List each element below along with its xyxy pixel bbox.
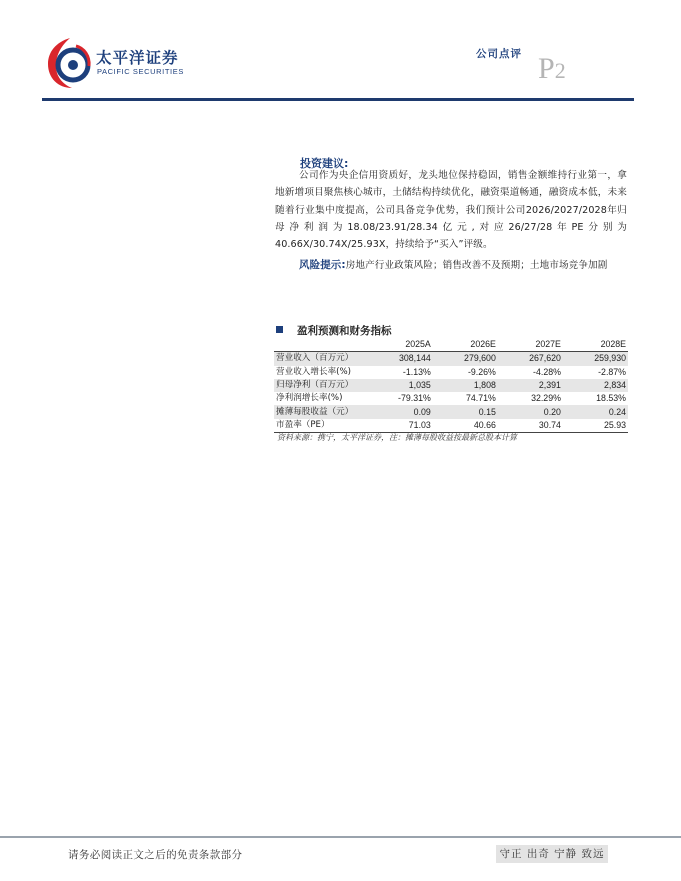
- row-label: 摊薄每股收益（元）: [274, 405, 366, 418]
- table-cell: 71.03: [408, 419, 431, 430]
- row-label: 净利润增长率(%): [276, 393, 343, 404]
- table-cell: 0.09: [366, 405, 433, 418]
- table-cell: 2,391: [498, 379, 563, 392]
- footer-motto: 守正 出奇 宁静 致远: [496, 845, 608, 863]
- table-cell: 32.29%: [531, 393, 561, 404]
- table-cell: 279,600: [433, 352, 498, 366]
- table-cell: -9.26%: [467, 366, 496, 377]
- financial-forecast-table: [274, 338, 628, 433]
- row-label: 营业收入增长率(%): [276, 366, 352, 377]
- table-header-cell: 2026E: [470, 339, 496, 350]
- table-cell: 2,834: [563, 379, 628, 392]
- table-row: [274, 366, 628, 379]
- table-cell: 0.24: [563, 405, 628, 418]
- company-logo: [46, 36, 186, 90]
- table-title: 盈利预测和财务指标: [276, 323, 392, 338]
- table-cell: -1.13%: [402, 366, 431, 377]
- document-type-label: 公司点评: [476, 48, 522, 60]
- table-cell: 259,930: [563, 352, 628, 366]
- table-row: [274, 419, 628, 433]
- row-label: 营业收入（百万元）: [274, 352, 366, 366]
- square-bullet-icon: [276, 326, 283, 333]
- table-cell: 18.53%: [596, 393, 626, 404]
- row-label: 归母净利（百万元）: [274, 379, 366, 392]
- risk-text: 房地产行业政策风险；销售改善不及预期；土地市场竞争加剧: [345, 260, 608, 271]
- table-cell: 0.20: [498, 405, 563, 418]
- table-row: [274, 405, 628, 418]
- table-cell: -2.87%: [598, 366, 626, 377]
- logo-english-name: PACIFIC SECURITIES: [97, 67, 184, 76]
- logo-chinese-name: 太平洋证券: [96, 49, 179, 67]
- table-cell: 0.15: [433, 405, 498, 418]
- table-cell: 30.74: [538, 419, 561, 430]
- table-cell: 40.66: [473, 419, 496, 430]
- table-header-cell: 2027E: [535, 339, 561, 350]
- table-row: [274, 379, 628, 392]
- page-number: P2: [538, 52, 566, 85]
- table-header-cell: [274, 338, 366, 352]
- table-header-cell: 2028E: [600, 339, 626, 350]
- table-cell: 267,620: [498, 352, 563, 366]
- investment-advice-text: 公司作为央企信用资质好，龙头地位保持稳固，销售金额维持行业第一，拿地新增项目聚焦核心城市，土储结构持续优化，融资渠道畅通，融资成本低，未来随着行业集中度提高，公司具备竞争优势，我们预计公司2026/2027/2028年归母净利润为18.08/23.91/28.34亿元,对应26/27/28年PE分别为40.66X/30.74X/25.93X，持续给予“买入”评级。: [275, 170, 627, 251]
- table-row: [274, 392, 628, 405]
- footer-disclaimer: 请务必阅读正文之后的免责条款部分: [68, 849, 243, 861]
- table-cell: 1,035: [366, 379, 433, 392]
- row-label: 市盈率（PE）: [276, 419, 330, 430]
- header-divider: [42, 98, 634, 101]
- table-row: [274, 352, 628, 366]
- table-cell: -79.31%: [398, 393, 431, 404]
- table-cell: 74.71%: [466, 393, 496, 404]
- risk-title: 风险提示:: [299, 259, 346, 271]
- table-header-cell: 2025A: [405, 339, 431, 350]
- pacific-securities-logo-icon: [46, 36, 92, 90]
- table-cell: 308,144: [366, 352, 433, 366]
- table-header-row: [274, 338, 628, 352]
- investment-advice-title: 投资建议:: [300, 157, 349, 170]
- table-cell: 25.93: [603, 419, 626, 430]
- risk-paragraph: [275, 257, 627, 274]
- table-source-note: 资料来源：携宁，太平洋证券，注：摊薄每股收益按最新总股本计算: [277, 433, 517, 442]
- table-cell: -4.28%: [533, 366, 561, 377]
- footer-divider: [0, 836, 681, 838]
- table-cell: 1,808: [433, 379, 498, 392]
